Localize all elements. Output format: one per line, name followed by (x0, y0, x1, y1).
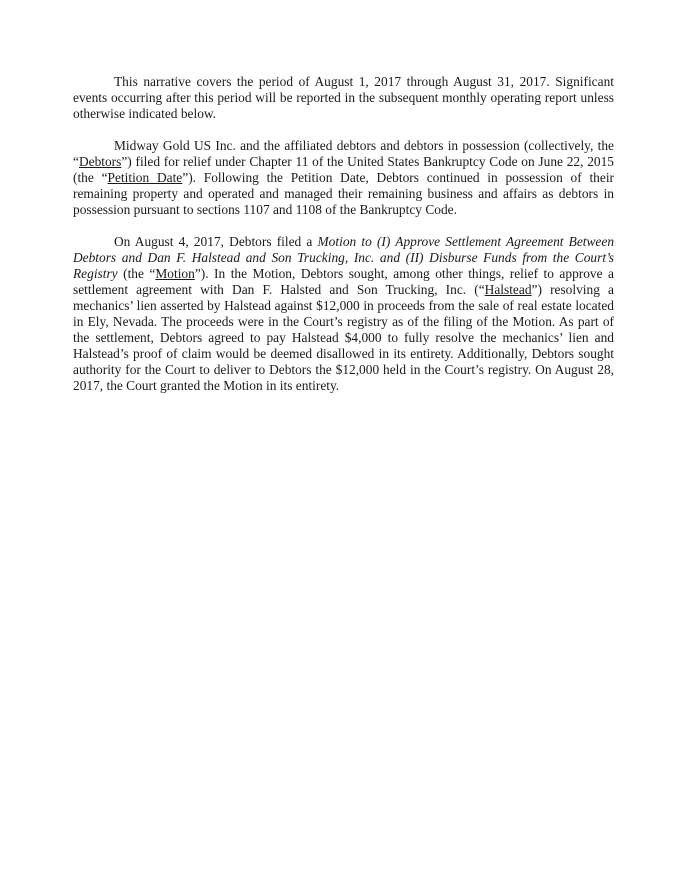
paragraph-text: On August 4, 2017, Debtors filed a (114, 234, 318, 249)
paragraph-background (73, 138, 614, 218)
paragraph-text: ”). Following the Petition Date, Debtors continued in possession of their remaining property and operated and managed their remaining business and affairs as debtors in possession pursuant to sections 1107 and 1108 of the Bankruptcy Code. (73, 170, 614, 217)
paragraph-text: ”) filed for relief under Chapter 11 of the United States Bankruptcy Code on June 22, 2015 (the “ (73, 154, 614, 185)
defined-term-debtors: Debtors (78, 154, 122, 169)
document-body (73, 74, 614, 410)
defined-term-petition-date: Petition Date (107, 170, 183, 185)
paragraph-text: (the “ (117, 266, 156, 281)
defined-term-halstead: Halstead (484, 282, 532, 297)
paragraph-text: ”). In the Motion, Debtors sought, among other things, relief to approve a settlement agreement with Dan F. Halsted and Son Trucking, Inc. (“ (73, 266, 614, 297)
paragraph-reporting-period (73, 74, 614, 122)
paragraph-motion (73, 234, 614, 394)
paragraph-text: This narrative covers the period of August 1, 2017 through August 31, 2017. Significant events occurring after this period will be reported in the subsequent monthly operating report unless otherwise indicated below. (73, 74, 614, 121)
paragraph-text: Midway Gold US Inc. and the affiliated debtors and debtors in possession (collectively, the “ (73, 138, 614, 169)
motion-title: Motion to (I) Approve Settlement Agreement Between Debtors and Dan F. Halstead and Son Trucking, Inc. and (II) Disburse Funds from the Court’s Registry (73, 234, 615, 281)
paragraph-text: ”) resolving a mechanics’ lien asserted by Halstead against $12,000 in proceeds from the sale of real estate located in Ely, Nevada. The proceeds were in the Court’s registry as of the filing of the Motion. As part of the settlement, Debtors agreed to pay Halstead $4,000 to fully resolve the mechanics’ lien and Halstead’s proof of claim would be deemed disallowed in its entirety. Additionally, Debtors sought authority for the Court to deliver to Debtors the $12,000 held in the Court’s registry. On August 28, 2017, the Court granted the Motion in its entirety. (73, 282, 614, 393)
defined-term-motion: Motion (155, 266, 195, 281)
